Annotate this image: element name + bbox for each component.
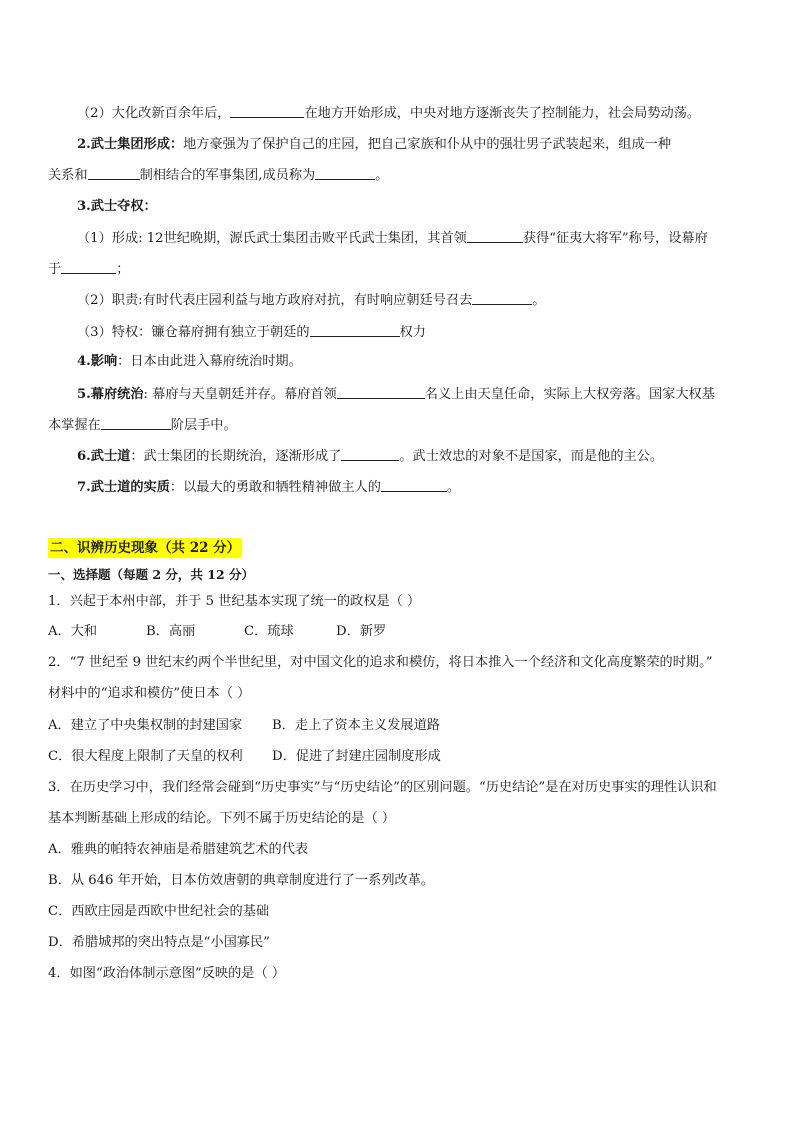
line-samurai-formation: 2.武士集团形成：地方豪强为了保护自己的庄园，把自己家族和仆从中的强壮男子武装起来，组成一种 — [77, 137, 672, 152]
option-a[interactable]: A．大和 — [48, 624, 98, 639]
answer-blank[interactable] — [337, 384, 425, 399]
option-d[interactable]: D．希腊城邦的突出特点是“小国寡民” — [48, 935, 270, 950]
option-a[interactable]: A．建立了中央集权制的封建国家 — [48, 718, 243, 733]
option-b[interactable]: B．高丽 — [146, 624, 196, 639]
answer-blank[interactable] — [88, 165, 140, 180]
line-takeover-formation-cont: 于 ； — [48, 259, 748, 280]
line-takeover-privilege: （3）特权：镰仓幕府拥有独立于朝廷的 权力 — [77, 322, 777, 343]
answer-blank[interactable] — [315, 165, 375, 180]
line-influence: 4.影响：日本由此进入幕府统治时期。 — [77, 354, 302, 369]
option-d[interactable]: D．促进了封建庄园制度形成 — [272, 749, 441, 764]
line-bushido: 6.武士道：武士集团的长期统治，逐渐形成了 。武士效忠的对象不是国家，而是他的主公。 — [77, 446, 777, 467]
line-takeover-duty: （2）职责:有时代表庄园利益与地方政府对抗，有时响应朝廷号召去 。 — [77, 290, 777, 311]
option-a[interactable]: A．雅典的帕特农神庙是希腊建筑艺术的代表 — [48, 842, 309, 857]
answer-blank[interactable] — [61, 259, 116, 274]
question-2-options-row1 — [48, 716, 748, 736]
question-2-options-row2 — [48, 747, 748, 767]
line-samurai-formation-cont: 关系和 制相结合的军事集团,成员称为 。 — [48, 165, 748, 186]
subsection-title: 一、选择题（每题 2 分，共 12 分） — [48, 567, 255, 582]
line-shogunate-rule: 5.幕府统治: 幕府与天皇朝廷并存。幕府首领 名义上由天皇任命，实际上大权旁落。国家大权基 — [77, 384, 777, 405]
line-taika-reform: （2）大化改新百余年后， 在地方开始形成，中央对地方逐渐丧失了控制能力，社会局势动荡。 — [77, 103, 777, 124]
question-2-cont: 材料中的“追求和模仿”使日本（ ） — [48, 686, 251, 701]
answer-blank[interactable] — [381, 477, 447, 492]
answer-blank[interactable] — [230, 103, 304, 118]
option-d[interactable]: D．新罗 — [336, 624, 387, 639]
option-c[interactable]: C．琉球 — [244, 624, 294, 639]
line-bushido-essence: 7.武士道的实质：以最大的勇敢和牺牲精神做主人的 。 — [77, 477, 777, 498]
answer-blank[interactable] — [467, 228, 523, 243]
heading-samurai-takeover: 3.武士夺权： — [77, 199, 157, 214]
answer-blank[interactable] — [341, 446, 399, 461]
option-c[interactable]: C．很大程度上限制了天皇的权利 — [48, 749, 243, 764]
line-takeover-formation: （1）形成: 12世纪晚期，源氏武士集团击败平氏武士集团，其首领 获得“征夷大将军”称号，设幕府 — [77, 228, 777, 249]
answer-blank[interactable] — [101, 415, 171, 430]
option-b[interactable]: B．从 646 年开始，日本仿效唐朝的典章制度进行了一系列改革。 — [48, 873, 435, 888]
question-1: 1．兴起于本州中部，并于 5 世纪基本实现了统一的政权是（ ） — [48, 594, 421, 609]
question-2: 2．“7 世纪至 9 世纪末约两个半世纪里，对中国文化的追求和模仿，将日本推入一个经济和文化高度繁荣的时期。” — [48, 655, 713, 670]
question-1-options — [48, 622, 748, 642]
question-3: 3．在历史学习中，我们经常会碰到“历史事实”与“历史结论”的区别问题。“历史结论”是在对历史事实的理性认识和 — [48, 780, 717, 795]
answer-blank[interactable] — [472, 290, 532, 305]
question-4: 4．如图“政治体制示意图”反映的是（ ） — [48, 966, 286, 981]
section-title: 二、识辨历史现象（共 22 分） — [50, 540, 241, 556]
answer-blank[interactable] — [310, 322, 400, 337]
line-shogunate-rule-cont: 本掌握在 阶层手中。 — [48, 415, 748, 436]
option-c[interactable]: C．西欧庄园是西欧中世纪社会的基础 — [48, 904, 270, 919]
question-3-cont: 基本判断基础上形成的结论。下列不属于历史结论的是（ ） — [48, 811, 396, 826]
option-b[interactable]: B．走上了资本主义发展道路 — [272, 718, 440, 733]
